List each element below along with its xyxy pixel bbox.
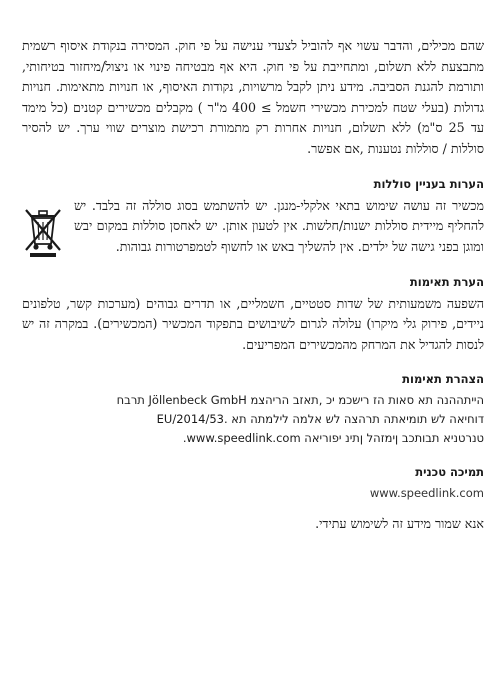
crossed-out-wheelie-bin-icon — [22, 204, 64, 258]
battery-notes-heading: הערות בעניין סוללות — [373, 176, 484, 191]
technical-support-heading: תמיכה טכנית — [415, 465, 484, 480]
declaration-line-1: הייתההנה תא סאות הז רישכמ יכ ,תאזב הריהצמ Jöllenbeck GmbH תרבח — [116, 393, 484, 408]
manual-page — [22, 36, 484, 535]
battery-notes-paragraph: מכשיר זה עושה שימוש בתאי אלקלי-מנגן. יש להשתמש בסוג סוללה זה בלבד. יש להחליף מיידית סוללות ישנות/חלשות. אין לטעון אותן. יש לאחסן סוללות במקום יבש ומוגן בפני גישה של ילדים. אין להשליך באש או לחשוף לטמפרטורות גבוהות. — [74, 197, 484, 254]
disposal-paragraph: שהם מכילים, והדבר עשוי אף להוביל לצעדי ענישה על פי חוק. המסירה בנקודת איסוף רשמית מתבצעת ללא תשלום, ומתחייבת על פי חוק. היא אף מבטיחה פינוי או ניצול/מיחזור בטיחותי, ותורמת להגנת הסביבה. מידע ניתן לקבל מרשויות, נקודות האיסוף, או חנויות מתאימות. חנויות גדולות (בעלי שטח למכירת מכשירי חשמל ≥ 400 מ"ר ) מקבלים מכשירים קטנים (כל מימד עד 25 ס"מ) ללא תשלום, חנויות אחרות רק מתמורת רכישת מוצרים שווי ערך. יש להסיר סוללות / סוללות נטענות ,אם אפשר. — [22, 38, 484, 156]
declaration-line-3: טנרטניא תבותכב ןימזהל ןתינ יפוריאה www.speedlink.com. — [182, 431, 484, 446]
compatibility-notes-paragraph: השפעה משמעותית של שדות סטטיים, חשמליים, או תדרים גבוהים (מערכות קשר, טלפונים ניידים, פירוק גלי מיקרו) עלולה לגרום לשיבושים בתפקוד המכשיר (המכשירים). במקרה זה יש לנסות להגדיל את המרחק מהמכשירים המפריעים. — [22, 295, 484, 352]
support-url-link[interactable]: www.speedlink.com — [369, 486, 484, 501]
compatibility-notes-heading: הערת תאימות — [409, 274, 484, 289]
keep-info-note: אנא שמור מידע זה לשימוש עתידי. — [315, 516, 484, 532]
battery-notes-block — [22, 196, 484, 258]
declaration-of-conformity-heading: הצהרת תאימות — [402, 372, 484, 387]
declaration-line-2: דוחיאה לש תומיאתה תרהצה לש אלמה לילמתה תא .2014/53/EU — [156, 412, 484, 427]
